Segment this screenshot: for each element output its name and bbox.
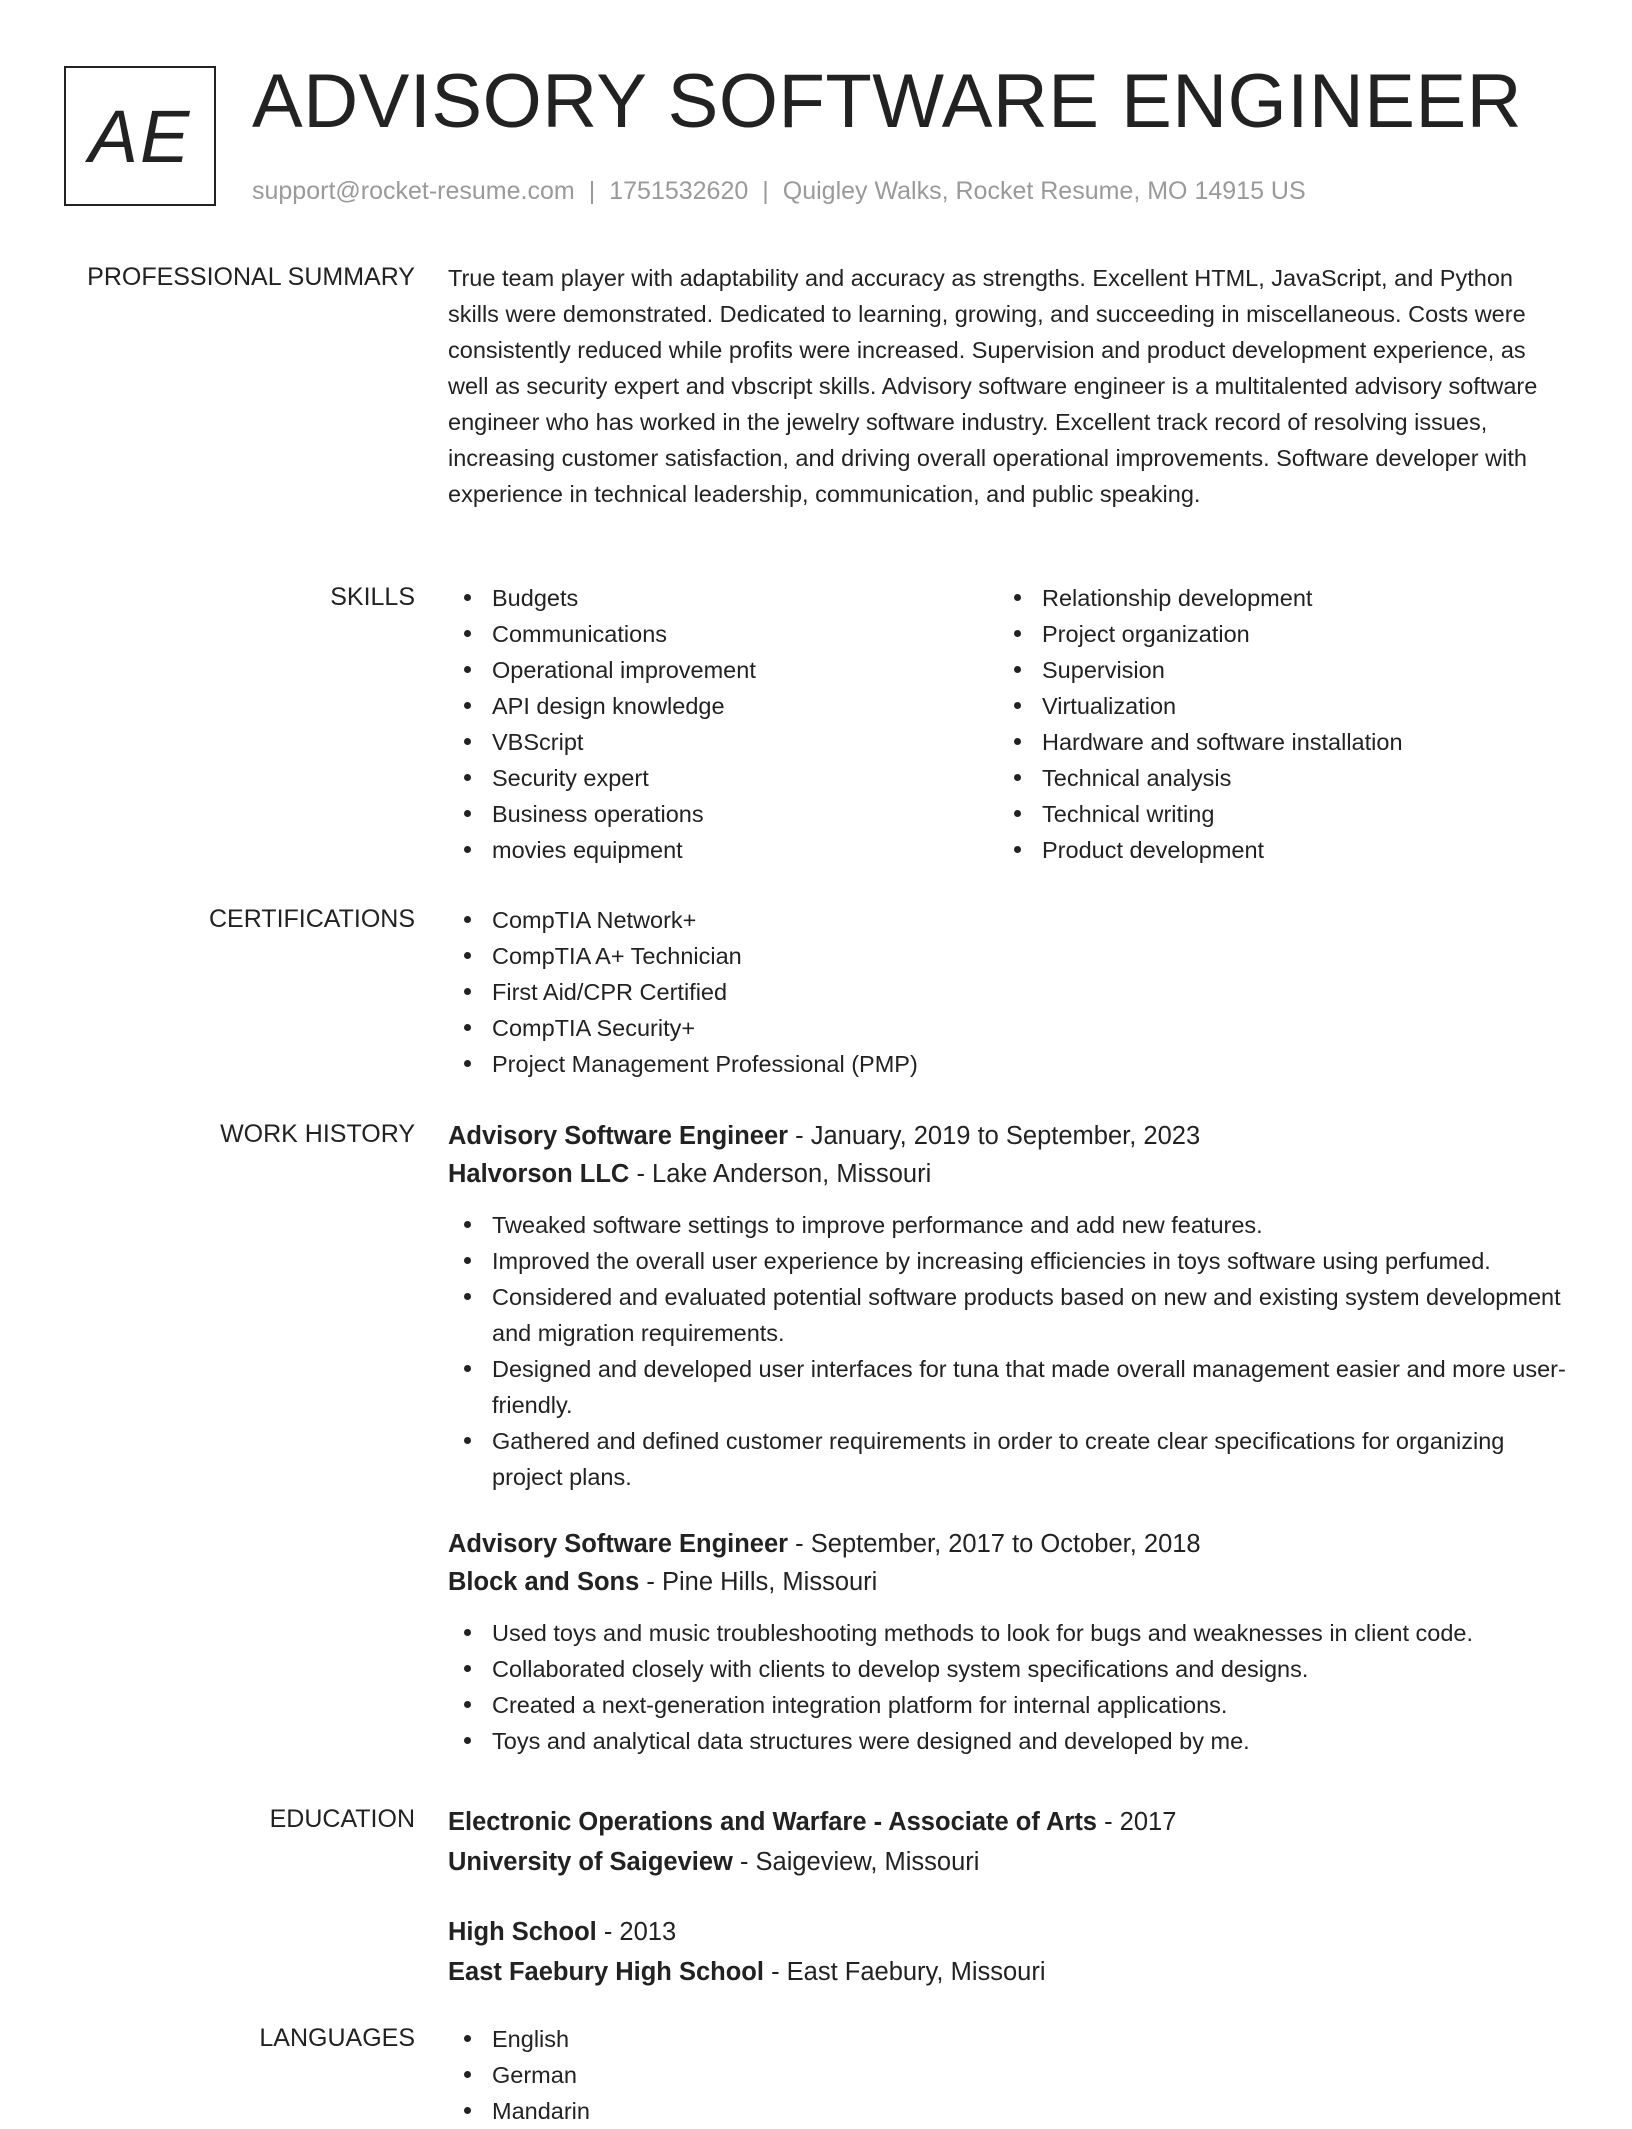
job-duties-list bbox=[448, 1615, 1568, 1759]
education-school-line bbox=[448, 1842, 1568, 1882]
contact-separator: | bbox=[762, 177, 769, 205]
skill-item: Operational improvement bbox=[448, 652, 998, 688]
education-degree-line bbox=[448, 1802, 1568, 1842]
certification-item: CompTIA Security+ bbox=[448, 1010, 1568, 1046]
certification-item: First Aid/CPR Certified bbox=[448, 974, 1568, 1010]
certifications-list bbox=[448, 902, 1568, 1082]
contact-phone: 1751532620 bbox=[609, 177, 749, 205]
education-location: - Saigeview, Missouri bbox=[732, 1848, 980, 1876]
skill-item: Virtualization bbox=[998, 688, 1548, 724]
job-title: Advisory Software Engineer bbox=[448, 1530, 789, 1558]
job-dates: - January, 2019 to September, 2023 bbox=[788, 1122, 1201, 1150]
job-duties-list bbox=[448, 1207, 1568, 1495]
skill-item: movies equipment bbox=[448, 832, 998, 868]
skill-item: Security expert bbox=[448, 760, 998, 796]
education-heading: EDUCATION bbox=[269, 1805, 415, 1833]
skill-item: Communications bbox=[448, 616, 998, 652]
education-year: - 2013 bbox=[596, 1918, 677, 1946]
job-title-line bbox=[448, 1117, 1568, 1155]
certifications-heading: CERTIFICATIONS bbox=[208, 905, 415, 933]
skill-item: Technical writing bbox=[998, 796, 1548, 832]
job-company-line bbox=[448, 1155, 1568, 1193]
job-location: - Pine Hills, Missouri bbox=[639, 1568, 878, 1596]
skill-item: Business operations bbox=[448, 796, 998, 832]
skill-item: VBScript bbox=[448, 724, 998, 760]
skill-item: API design knowledge bbox=[448, 688, 998, 724]
certification-item: Project Management Professional (PMP) bbox=[448, 1046, 1568, 1082]
skill-item: Hardware and software installation bbox=[998, 724, 1548, 760]
skill-item: Product development bbox=[998, 832, 1548, 868]
languages-heading: LANGUAGES bbox=[259, 2024, 415, 2052]
job-entry bbox=[448, 1117, 1568, 1495]
education-degree: High School bbox=[448, 1918, 597, 1946]
job-duty: Considered and evaluated potential software products based on new and existing system development and migration requirements. bbox=[448, 1279, 1568, 1351]
job-duty: Improved the overall user experience by increasing efficiencies in toys software using perfumed. bbox=[448, 1243, 1568, 1279]
job-duty: Gathered and defined customer requirements in order to create clear specifications for organizing project plans. bbox=[448, 1423, 1568, 1495]
education-entry bbox=[448, 1912, 1568, 1992]
job-dates: - September, 2017 to October, 2018 bbox=[788, 1530, 1201, 1558]
job-duty: Created a next-generation integration platform for internal applications. bbox=[448, 1687, 1568, 1723]
education-year: - 2017 bbox=[1097, 1808, 1177, 1836]
skill-item: Budgets bbox=[448, 580, 998, 616]
language-item: English bbox=[448, 2021, 1568, 2057]
skills-heading: SKILLS bbox=[330, 583, 415, 611]
contact-line bbox=[252, 176, 1306, 206]
education-school: University of Saigeview bbox=[448, 1848, 733, 1876]
skill-item: Technical analysis bbox=[998, 760, 1548, 796]
skill-item: Relationship development bbox=[998, 580, 1548, 616]
languages-list bbox=[448, 2021, 1568, 2129]
resume-title: ADVISORY SOFTWARE ENGINEER bbox=[252, 59, 1523, 144]
contact-separator: | bbox=[588, 177, 596, 205]
job-company: Halvorson LLC bbox=[448, 1160, 630, 1188]
job-duty: Collaborated closely with clients to develop system specifications and designs. bbox=[448, 1651, 1568, 1687]
summary-heading: PROFESSIONAL SUMMARY bbox=[87, 263, 415, 291]
education-entry bbox=[448, 1802, 1568, 1882]
job-location: - Lake Anderson, Missouri bbox=[629, 1160, 932, 1188]
skill-item: Supervision bbox=[998, 652, 1548, 688]
job-duty: Tweaked software settings to improve performance and add new features. bbox=[448, 1207, 1568, 1243]
work-history-heading: WORK HISTORY bbox=[220, 1120, 415, 1148]
education-location: - East Faebury, Missouri bbox=[763, 1958, 1046, 1986]
contact-email: support@rocket-resume.com bbox=[252, 177, 575, 205]
education-degree: Electronic Operations and Warfare - Associate of Arts bbox=[448, 1808, 1097, 1836]
certification-item: CompTIA Network+ bbox=[448, 902, 1568, 938]
language-item: German bbox=[448, 2057, 1568, 2093]
contact-address: Quigley Walks, Rocket Resume, MO 14915 US bbox=[782, 177, 1306, 205]
initials-monogram: AE bbox=[64, 66, 216, 206]
job-duty: Used toys and music troubleshooting methods to look for bugs and weaknesses in client code. bbox=[448, 1615, 1568, 1651]
job-title: Advisory Software Engineer bbox=[448, 1122, 789, 1150]
skills-list-right bbox=[998, 580, 1548, 868]
job-title-line bbox=[448, 1525, 1568, 1563]
job-duty: Toys and analytical data structures were designed and developed by me. bbox=[448, 1723, 1568, 1759]
job-duty: Designed and developed user interfaces for tuna that made overall management easier and more user-friendly. bbox=[448, 1351, 1568, 1423]
skills-list-left bbox=[448, 580, 998, 868]
education-school: East Faebury High School bbox=[448, 1958, 764, 1986]
skill-item: Project organization bbox=[998, 616, 1548, 652]
job-company-line bbox=[448, 1563, 1568, 1601]
summary-text: True team player with adaptability and accuracy as strengths. Excellent HTML, JavaScript, and Python skills were demonstrated. Dedicated to learning, growing, and succeeding in miscellaneous. Costs were consistently reduced while profits were increased. Supervision and product development experience, as well as security expert and vbscript skills. Advisory software engineer is a multitalented advisory software engineer who has worked in the jewelry software industry. Excellent track record of resolving issues, increasing customer satisfaction, and driving overall operational improvements. Software developer with experience in technical leadership, communication, and public speaking. bbox=[448, 265, 1538, 507]
education-degree-line bbox=[448, 1912, 1568, 1952]
job-entry bbox=[448, 1525, 1568, 1759]
education-school-line bbox=[448, 1952, 1568, 1992]
job-company: Block and Sons bbox=[448, 1568, 640, 1596]
language-item: Mandarin bbox=[448, 2093, 1568, 2129]
certification-item: CompTIA A+ Technician bbox=[448, 938, 1568, 974]
